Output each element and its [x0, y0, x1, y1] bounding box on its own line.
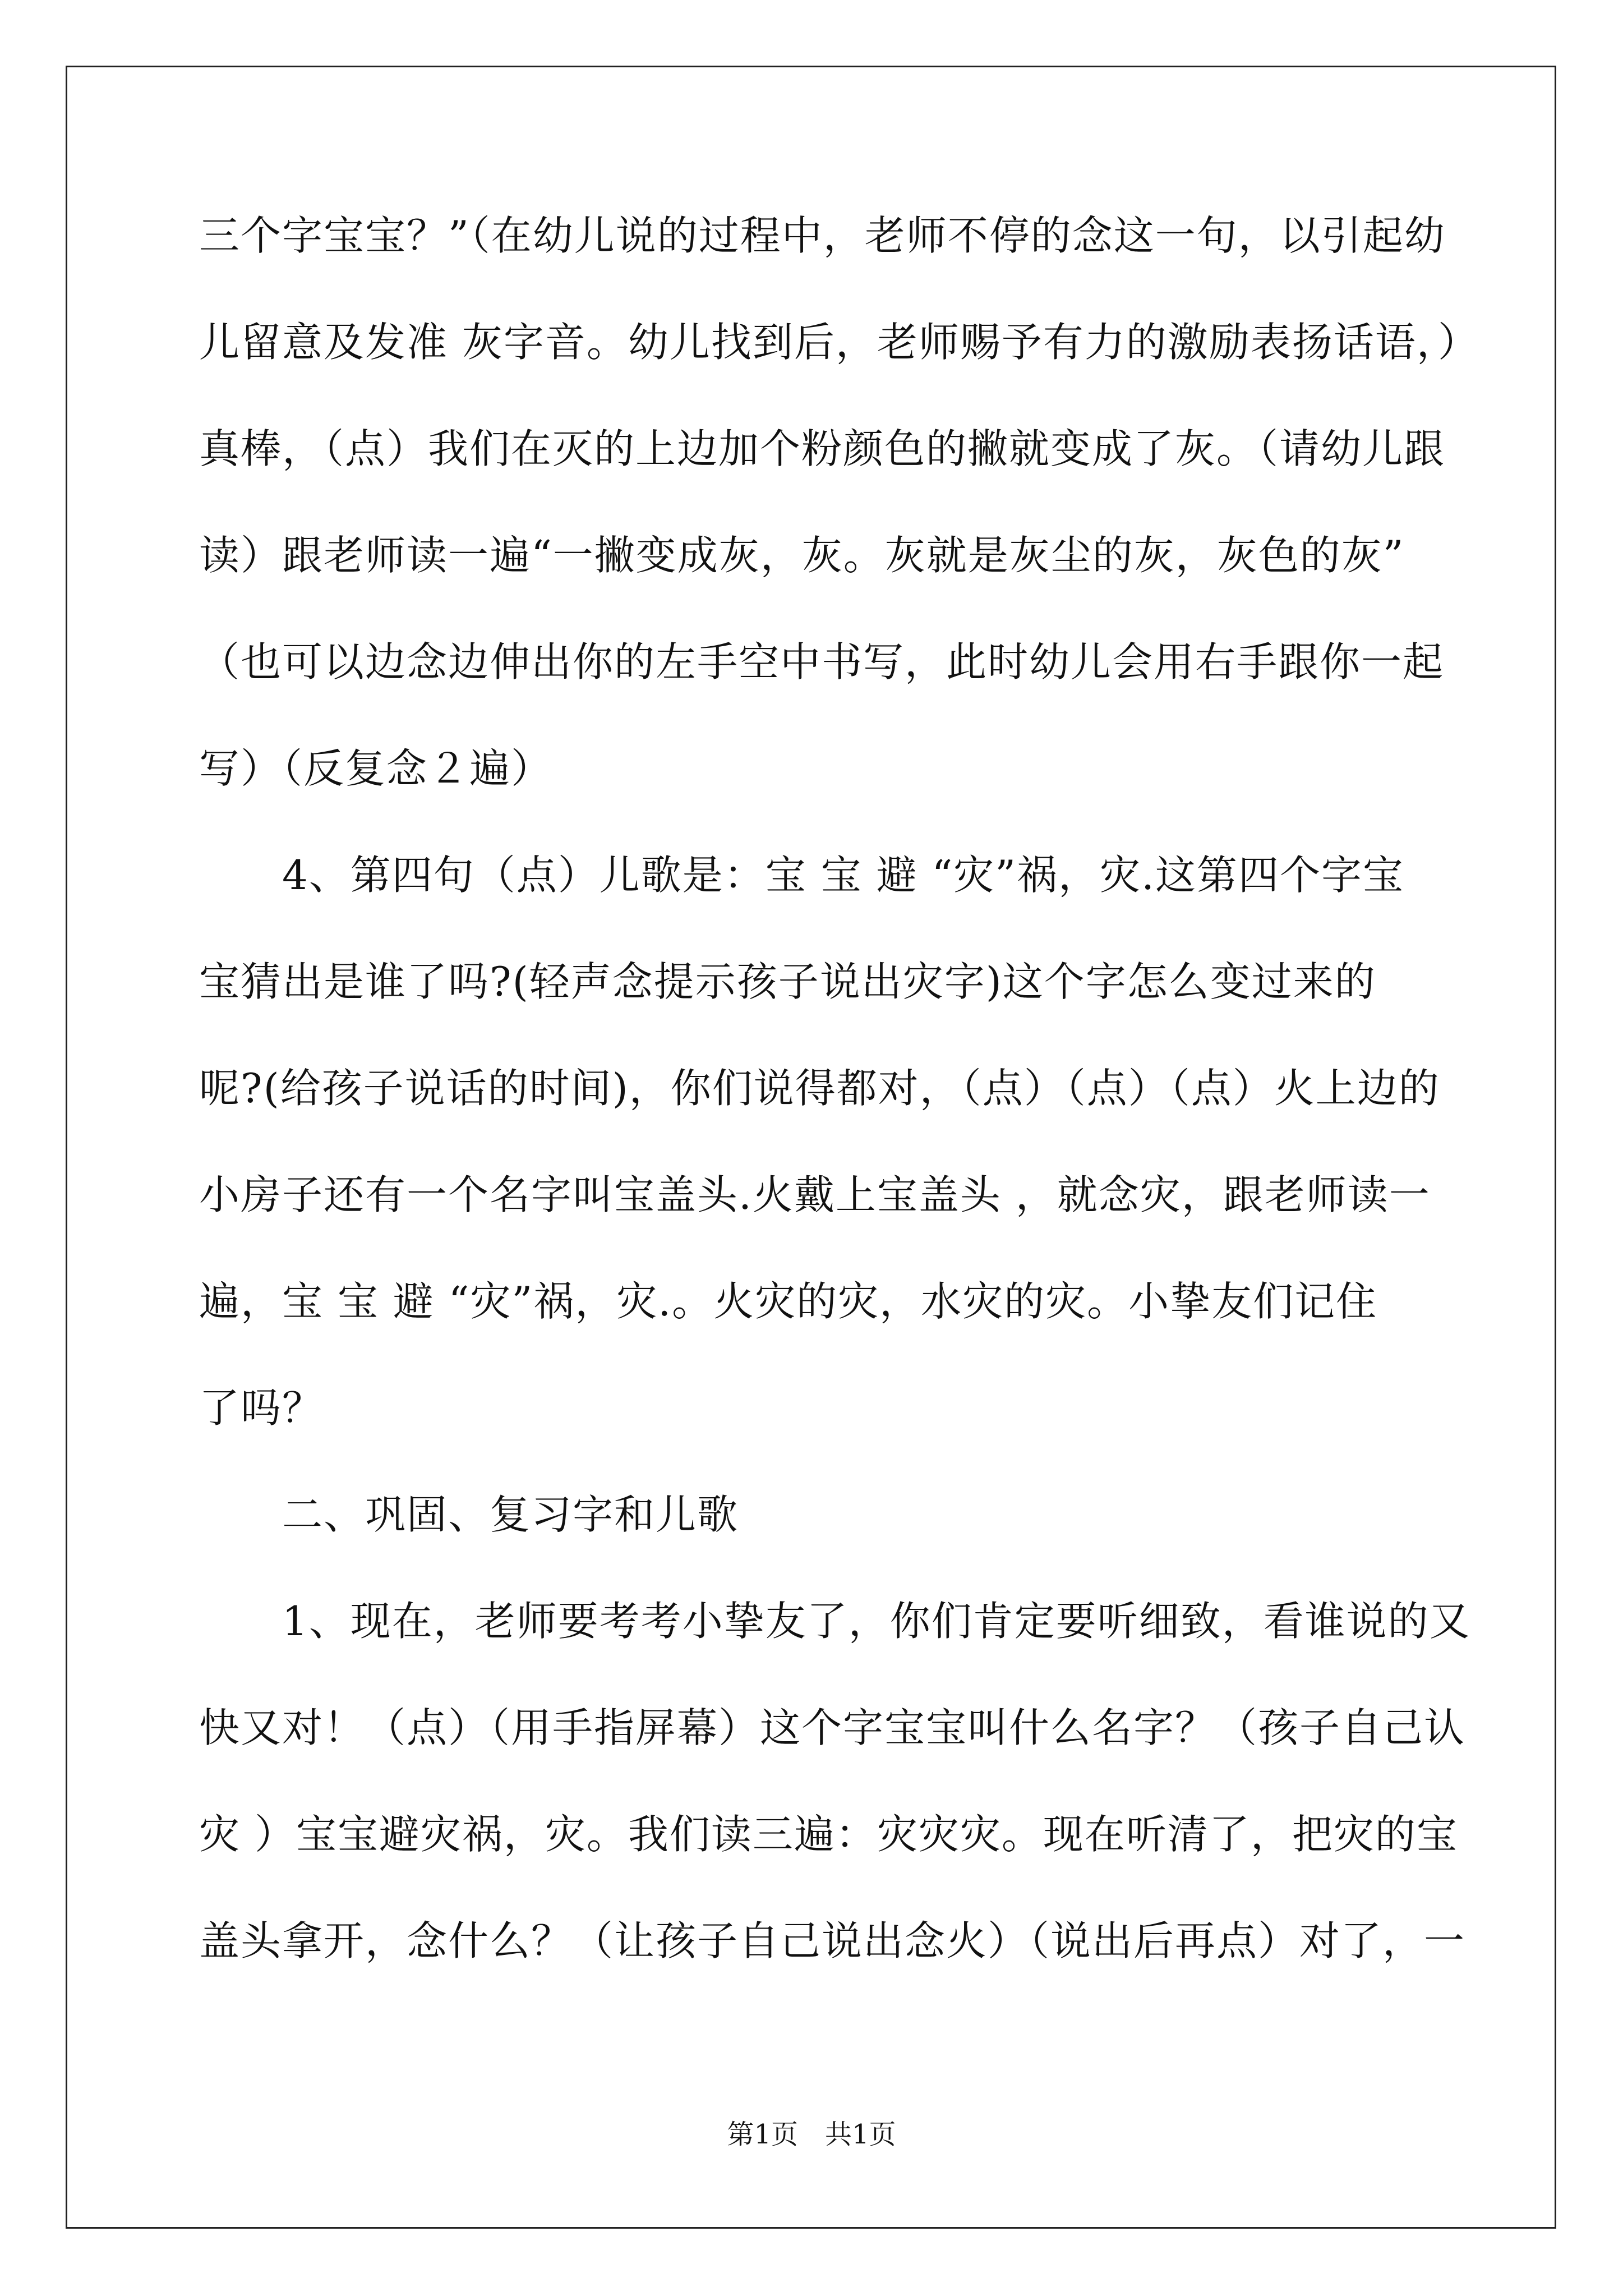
- text-line: 快又对！（点）（用手指屏幕）这个字宝宝叫什么名字？（孩子自己认: [199, 1704, 1466, 1751]
- text-line: 儿留意及发准 灰字音。幼儿找到后，老师赐予有力的激励表扬话语，）: [199, 319, 1479, 366]
- page-border: [66, 66, 1556, 2229]
- text-line: 真棒，（点）我们在灭的上边加个粉颜色的撇就变成了灰。（请幼儿跟: [199, 425, 1446, 472]
- text-line: 呢?(给孩子说话的时间)，你们说得都对，（点）（点）（点）火上边的: [199, 1065, 1440, 1112]
- text-line: 灾 ）宝宝避灾祸，灾。我们读三遍：灾灾灾。现在听清了，把灾的宝: [199, 1811, 1458, 1858]
- text-line: 写）（反复念２遍）: [199, 745, 553, 792]
- text-line: 宝猜出是谁了吗?(轻声念提示孩子说出灾字)这个字怎么变过来的: [199, 958, 1376, 1005]
- text-line: （也可以边念边伸出你的左手空中书写，此时幼儿会用右手跟你一起: [199, 638, 1445, 685]
- text-line: 盖头拿开，念什么？（让孩子自己说出念火）（说出后再点）对了，一: [199, 1917, 1466, 1964]
- page-footer: 第1页 共1页: [727, 2119, 896, 2150]
- text-line: 4、第四句（点）儿歌是：宝 宝 避 “灾”祸，灾.这第四个字宝: [199, 852, 1404, 899]
- text-line: 三个字宝宝？”（在幼儿说的过程中，老师不停的念这一句，以引起幼: [199, 212, 1446, 259]
- text-line: 读）跟老师读一遍“一撇变成灰，灰。灰就是灰尘的灰，灰色的灰”: [199, 532, 1405, 579]
- text-line: 小房子还有一个名字叫宝盖头.火戴上宝盖头 ，就念灾，跟老师读一: [199, 1171, 1431, 1218]
- text-line: 了吗？: [199, 1384, 324, 1432]
- section-heading: 二、巩固、复习字和儿歌: [199, 1491, 739, 1538]
- text-line: 遍，宝 宝 避 “灾”祸，灾.。火灾的灾，水灾的灾。小挚友们记住: [199, 1278, 1378, 1325]
- text-line: 1、现在，老师要考考小挚友了，你们肯定要听细致，看谁说的又: [199, 1598, 1471, 1645]
